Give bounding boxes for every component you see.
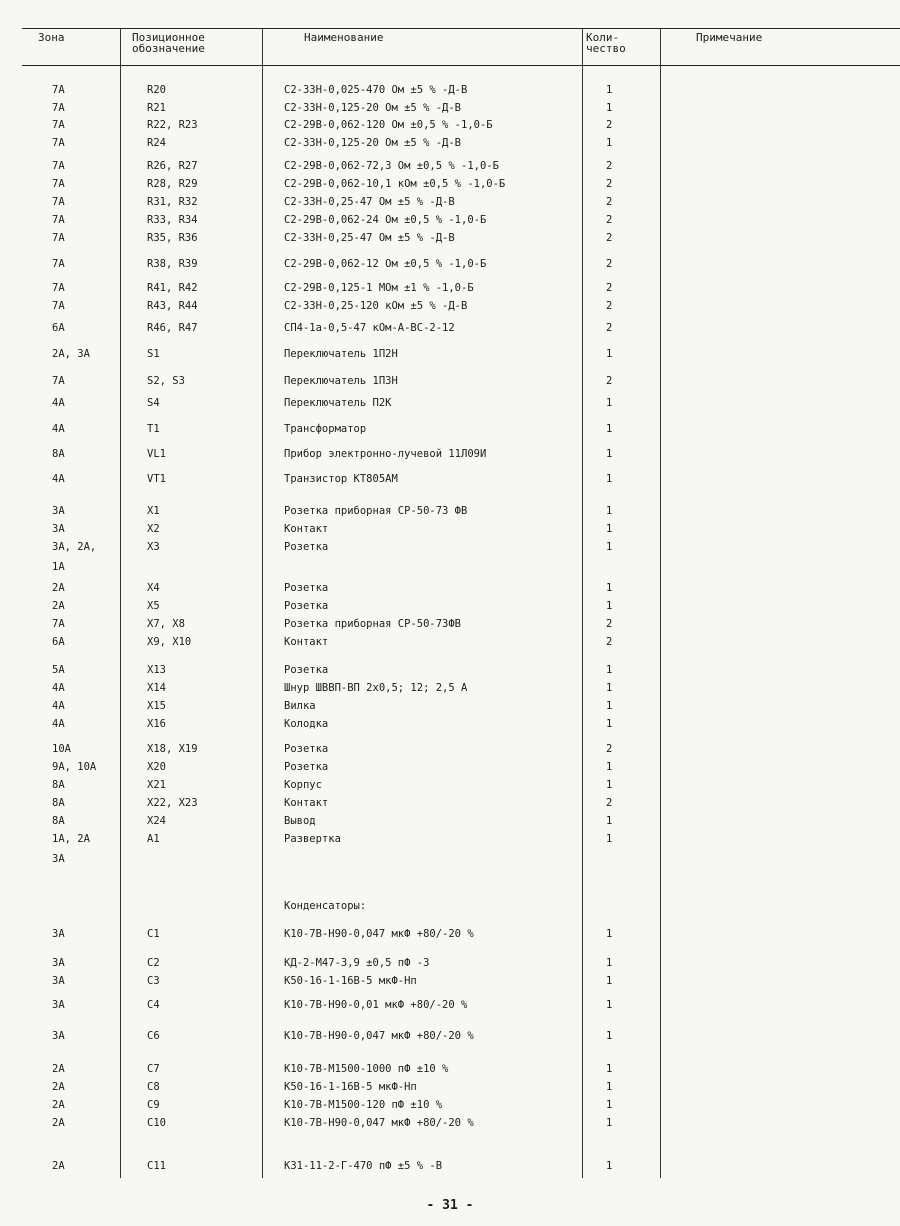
- table-row: [0, 446, 900, 462]
- quantity-cell: 1: [606, 1063, 613, 1075]
- zone-cell: 8A: [52, 797, 65, 809]
- name-cell: С2-29В-0,062-120 Ом ±0,5 % -1,0-Б: [284, 119, 493, 131]
- quantity-cell: 1: [606, 582, 613, 594]
- quantity-cell: 1: [606, 541, 613, 553]
- name-cell: Розетка: [284, 582, 329, 594]
- table-row: [0, 230, 900, 246]
- quantity-cell: 1: [606, 682, 613, 694]
- zone-cell: 4A: [52, 423, 65, 435]
- table-row: [0, 973, 900, 989]
- table-row: [0, 680, 900, 696]
- position-cell: R46, R47: [147, 322, 198, 334]
- quantity-cell: 2: [606, 119, 613, 131]
- position-cell: VT1: [147, 473, 166, 485]
- position-cell: C1: [147, 928, 160, 940]
- name-cell: Розетка: [284, 743, 329, 755]
- position-cell: X22, X23: [147, 797, 198, 809]
- quantity-cell: 1: [606, 815, 613, 827]
- quantity-cell: 1: [606, 1099, 613, 1111]
- table-row: [0, 346, 900, 362]
- zone-cell: 9A, 10A: [52, 761, 97, 773]
- quantity-cell: 2: [606, 322, 613, 334]
- quantity-cell: 1: [606, 348, 613, 360]
- table-row: [0, 298, 900, 314]
- table-row: [0, 1097, 900, 1113]
- position-cell: X16: [147, 718, 166, 730]
- position-cell: X21: [147, 779, 166, 791]
- zone-cell: 2A, 3A: [52, 348, 90, 360]
- position-cell: C4: [147, 999, 160, 1011]
- name-cell: Колодка: [284, 718, 329, 730]
- quantity-cell: 1: [606, 1030, 613, 1042]
- zone-cell: 4A: [52, 397, 65, 409]
- table-row: [0, 662, 900, 678]
- name-cell: К10-7В-Н90-0,047 мкФ +80/-20 %: [284, 928, 474, 940]
- table-row: [0, 598, 900, 614]
- table-row: [0, 521, 900, 537]
- zone-cell: 6A: [52, 322, 65, 334]
- zone-cell: 7A: [52, 84, 65, 96]
- quantity-cell: 1: [606, 779, 613, 791]
- quantity-cell: 1: [606, 700, 613, 712]
- name-cell: Конденсаторы:: [284, 900, 367, 912]
- zone-cell: 8A: [52, 815, 65, 827]
- position-cell: R35, R36: [147, 232, 198, 244]
- quantity-cell: 1: [606, 718, 613, 730]
- table-row: [0, 698, 900, 714]
- table-row: [0, 212, 900, 228]
- zone-cell: 8A: [52, 779, 65, 791]
- zone-cell: 3A: [52, 505, 65, 517]
- name-cell: Переключатель 1П2Н: [284, 348, 398, 360]
- position-cell: C11: [147, 1160, 166, 1172]
- zone-cell: 7A: [52, 300, 65, 312]
- page-number: - 31 -: [426, 1198, 474, 1213]
- position-cell: C6: [147, 1030, 160, 1042]
- table-row: [0, 503, 900, 519]
- name-cell: КД-2-М47-3,9 ±0,5 пФ -3: [284, 957, 430, 969]
- name-cell: Корпус: [284, 779, 322, 791]
- quantity-cell: 1: [606, 975, 613, 987]
- position-cell: R20: [147, 84, 166, 96]
- position-cell: X9, X10: [147, 636, 192, 648]
- zone-cell: 3A: [52, 928, 65, 940]
- name-cell: Шнур ШВВП-ВП 2х0,5; 12; 2,5 А: [284, 682, 468, 694]
- quantity-cell: 1: [606, 761, 613, 773]
- quantity-cell: 2: [606, 232, 613, 244]
- table-row: [0, 320, 900, 336]
- zone-cell: 3A: [52, 975, 65, 987]
- zone-cell: 3A: [52, 853, 65, 865]
- name-cell: С2-33Н-0,125-20 Ом ±5 % -Д-В: [284, 137, 462, 149]
- position-cell: C8: [147, 1081, 160, 1093]
- quantity-cell: 1: [606, 1160, 613, 1172]
- table-row: [0, 813, 900, 829]
- zone-cell: 6A: [52, 636, 65, 648]
- table-row: [0, 616, 900, 632]
- position-cell: C9: [147, 1099, 160, 1111]
- position-cell: X20: [147, 761, 166, 773]
- name-cell: Развертка: [284, 833, 341, 845]
- position-cell: X13: [147, 664, 166, 676]
- table-row: [0, 1061, 900, 1077]
- table-row: [0, 955, 900, 971]
- table-row: [0, 100, 900, 116]
- table-row: [0, 256, 900, 272]
- position-cell: R21: [147, 102, 166, 114]
- position-cell: S4: [147, 397, 160, 409]
- name-cell: С2-33Н-0,25-47 Ом ±5 % -Д-В: [284, 232, 455, 244]
- quantity-cell: 2: [606, 618, 613, 630]
- position-cell: X15: [147, 700, 166, 712]
- zone-cell: 7A: [52, 232, 65, 244]
- position-cell: R24: [147, 137, 166, 149]
- quantity-cell: 2: [606, 196, 613, 208]
- name-cell: С2-29В-0,062-24 Ом ±0,5 % -1,0-Б: [284, 214, 487, 226]
- quantity-cell: 1: [606, 473, 613, 485]
- quantity-cell: 2: [606, 300, 613, 312]
- name-cell: С2-29В-0,062-12 Ом ±0,5 % -1,0-Б: [284, 258, 487, 270]
- table-row: [0, 194, 900, 210]
- quantity-cell: 1: [606, 957, 613, 969]
- name-cell: Вилка: [284, 700, 316, 712]
- name-cell: К10-7В-Н90-0,01 мкФ +80/-20 %: [284, 999, 468, 1011]
- name-cell: К10-7В-Н90-0,047 мкФ +80/-20 %: [284, 1030, 474, 1042]
- zone-cell: 7A: [52, 282, 65, 294]
- table-row: [0, 1158, 900, 1174]
- name-cell: С2-33Н-0,25-120 кОм ±5 % -Д-В: [284, 300, 468, 312]
- zone-cell: 10A: [52, 743, 71, 755]
- quantity-cell: 1: [606, 423, 613, 435]
- table-row: [0, 373, 900, 389]
- quantity-cell: 2: [606, 375, 613, 387]
- table-row: [0, 176, 900, 192]
- table-row: [0, 795, 900, 811]
- zone-cell: 7A: [52, 375, 65, 387]
- position-cell: T1: [147, 423, 160, 435]
- name-cell: С2-33Н-0,125-20 Ом ±5 % -Д-В: [284, 102, 462, 114]
- zone-cell: 7A: [52, 214, 65, 226]
- name-cell: Трансформатор: [284, 423, 367, 435]
- position-cell: R41, R42: [147, 282, 198, 294]
- table-row: [0, 82, 900, 98]
- zone-cell: 7A: [52, 196, 65, 208]
- zone-cell: 7A: [52, 137, 65, 149]
- zone-cell: 2A: [52, 582, 65, 594]
- name-cell: С2-29В-0,062-72,3 Ом ±0,5 % -1,0-Б: [284, 160, 499, 172]
- position-cell: C2: [147, 957, 160, 969]
- header-name: Наименование: [304, 31, 384, 44]
- name-cell: СП4-1а-0,5-47 кОм-А-ВС-2-12: [284, 322, 455, 334]
- name-cell: К50-16-1-16В-5 мкФ-Нп: [284, 975, 417, 987]
- name-cell: Контакт: [284, 523, 329, 535]
- quantity-cell: 2: [606, 258, 613, 270]
- zone-cell: 2A: [52, 600, 65, 612]
- quantity-cell: 1: [606, 833, 613, 845]
- position-cell: X24: [147, 815, 166, 827]
- quantity-cell: 1: [606, 523, 613, 535]
- zone-cell: 7A: [52, 160, 65, 172]
- name-cell: Розетка приборная СР-50-73 ФВ: [284, 505, 468, 517]
- zone-cell: 3A: [52, 1030, 65, 1042]
- table-row: [0, 135, 900, 151]
- name-cell: Переключатель 1П3Н: [284, 375, 398, 387]
- quantity-cell: 2: [606, 743, 613, 755]
- position-cell: A1: [147, 833, 160, 845]
- table-row: [0, 898, 900, 914]
- table-row: [0, 1028, 900, 1044]
- position-cell: R31, R32: [147, 196, 198, 208]
- position-cell: X7, X8: [147, 618, 185, 630]
- quantity-cell: 2: [606, 636, 613, 648]
- zone-cell: 7A: [52, 258, 65, 270]
- name-cell: Розетка: [284, 600, 329, 612]
- zone-cell: 4A: [52, 473, 65, 485]
- quantity-cell: 1: [606, 102, 613, 114]
- name-cell: Розетка: [284, 664, 329, 676]
- quantity-cell: 1: [606, 600, 613, 612]
- table-row: [0, 759, 900, 775]
- quantity-cell: 2: [606, 282, 613, 294]
- table-row: [0, 395, 900, 411]
- zone-cell: 4A: [52, 718, 65, 730]
- header-position: Позиционное обозначение: [132, 31, 205, 55]
- table-row: [0, 471, 900, 487]
- quantity-cell: 1: [606, 137, 613, 149]
- position-cell: VL1: [147, 448, 166, 460]
- zone-cell: 2A: [52, 1099, 65, 1111]
- name-cell: К50-16-1-16В-5 мкФ-Нп: [284, 1081, 417, 1093]
- header-zone: Зона: [38, 31, 65, 44]
- quantity-cell: 2: [606, 178, 613, 190]
- zone-cell: 2A: [52, 1081, 65, 1093]
- zone-cell: 3A, 2A,: [52, 541, 97, 553]
- name-cell: С2-29В-0,062-10,1 кОм ±0,5 % -1,0-Б: [284, 178, 506, 190]
- position-cell: X5: [147, 600, 160, 612]
- position-cell: R22, R23: [147, 119, 198, 131]
- quantity-cell: 1: [606, 448, 613, 460]
- table-row: [0, 1079, 900, 1095]
- table-row: [0, 741, 900, 757]
- name-cell: С2-33Н-0,25-47 Ом ±5 % -Д-В: [284, 196, 455, 208]
- zone-cell: 3A: [52, 523, 65, 535]
- zone-cell: 7A: [52, 178, 65, 190]
- quantity-cell: 1: [606, 84, 613, 96]
- name-cell: Вывод: [284, 815, 316, 827]
- position-cell: R28, R29: [147, 178, 198, 190]
- position-cell: X18, X19: [147, 743, 198, 755]
- name-cell: С2-33Н-0,025-470 Ом ±5 % -Д-В: [284, 84, 468, 96]
- position-cell: X3: [147, 541, 160, 553]
- position-cell: R33, R34: [147, 214, 198, 226]
- quantity-cell: 2: [606, 214, 613, 226]
- name-cell: Розетка: [284, 541, 329, 553]
- name-cell: Транзистор КТ805АМ: [284, 473, 398, 485]
- table-row: [0, 926, 900, 942]
- zone-cell: 5A: [52, 664, 65, 676]
- zone-cell: 8A: [52, 448, 65, 460]
- zone-cell: 7A: [52, 618, 65, 630]
- zone-cell: 3A: [52, 999, 65, 1011]
- name-cell: К10-7В-Н90-0,047 мкФ +80/-20 %: [284, 1117, 474, 1129]
- zone-cell: 1A, 2A: [52, 833, 90, 845]
- name-cell: Розетка приборная СР-50-73ФВ: [284, 618, 462, 630]
- name-cell: Переключатель П2К: [284, 397, 392, 409]
- zone-cell: 1A: [52, 561, 65, 573]
- position-cell: X2: [147, 523, 160, 535]
- name-cell: К31-11-2-Г-470 пФ ±5 % -В: [284, 1160, 443, 1172]
- position-cell: X14: [147, 682, 166, 694]
- table-row: [0, 777, 900, 793]
- quantity-cell: 1: [606, 397, 613, 409]
- name-cell: С2-29В-0,125-1 МОм ±1 % -1,0-Б: [284, 282, 474, 294]
- position-cell: X4: [147, 582, 160, 594]
- quantity-cell: 1: [606, 928, 613, 940]
- zone-cell: 7A: [52, 102, 65, 114]
- quantity-cell: 1: [606, 664, 613, 676]
- position-cell: C3: [147, 975, 160, 987]
- position-cell: R26, R27: [147, 160, 198, 172]
- quantity-cell: 1: [606, 505, 613, 517]
- table-row: [0, 831, 900, 847]
- zone-cell: 2A: [52, 1160, 65, 1172]
- table-row: [0, 716, 900, 732]
- quantity-cell: 1: [606, 1081, 613, 1093]
- table-row: [0, 539, 900, 555]
- table-row: [0, 559, 900, 575]
- position-cell: C7: [147, 1063, 160, 1075]
- name-cell: Контакт: [284, 636, 329, 648]
- table-row: [0, 997, 900, 1013]
- table-row: [0, 280, 900, 296]
- position-cell: C10: [147, 1117, 166, 1129]
- position-cell: R43, R44: [147, 300, 198, 312]
- table-row: [0, 117, 900, 133]
- zone-cell: 4A: [52, 682, 65, 694]
- table-row: [0, 158, 900, 174]
- position-cell: X1: [147, 505, 160, 517]
- position-cell: R38, R39: [147, 258, 198, 270]
- quantity-cell: 1: [606, 1117, 613, 1129]
- header-quantity: Коли-чество: [586, 31, 626, 55]
- table-row: [0, 634, 900, 650]
- name-cell: К10-7В-М1500-120 пФ ±10 %: [284, 1099, 443, 1111]
- zone-cell: 2A: [52, 1063, 65, 1075]
- quantity-cell: 2: [606, 160, 613, 172]
- header-note: Примечание: [696, 31, 763, 44]
- name-cell: Контакт: [284, 797, 329, 809]
- name-cell: Розетка: [284, 761, 329, 773]
- zone-cell: 4A: [52, 700, 65, 712]
- name-cell: Прибор электронно-лучевой 11Л09И: [284, 448, 487, 460]
- table-row: [0, 1115, 900, 1131]
- table-row: [0, 851, 900, 867]
- table-row: [0, 421, 900, 437]
- zone-cell: 3A: [52, 957, 65, 969]
- quantity-cell: 1: [606, 999, 613, 1011]
- table-row: [0, 580, 900, 596]
- zone-cell: 7A: [52, 119, 65, 131]
- position-cell: S1: [147, 348, 160, 360]
- name-cell: К10-7В-М1500-1000 пФ ±10 %: [284, 1063, 449, 1075]
- zone-cell: 2A: [52, 1117, 65, 1129]
- quantity-cell: 2: [606, 797, 613, 809]
- position-cell: S2, S3: [147, 375, 185, 387]
